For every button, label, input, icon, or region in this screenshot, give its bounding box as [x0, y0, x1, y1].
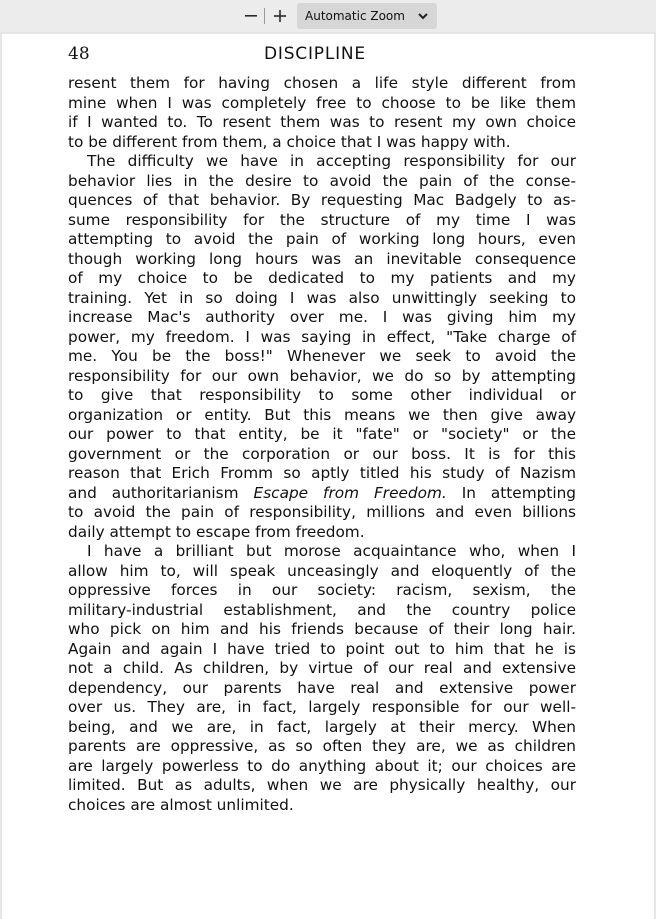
text-line: choices are almost unlimited. — [68, 795, 294, 814]
text-line: our power to that entity, be it "fate" or "society" or the — [68, 425, 576, 443]
text-line: to be different from them, a choice that I was happy with. — [68, 132, 511, 151]
text-line: sume responsibility for the structure of my time I was — [68, 210, 576, 229]
text-line: to give that responsibility to some other individual or — [68, 386, 576, 404]
zoom-out-button[interactable] — [240, 6, 262, 26]
text-line: not a child. As children, by virtue of our real and extensive — [68, 659, 576, 677]
text-line: resent them for having chosen a life style different from — [68, 74, 576, 92]
text-line: training. Yet in so doing I was also unwittingly seeking to — [68, 288, 576, 307]
text-line: parents are oppressive, as so often they are, we as children — [68, 737, 576, 755]
text-line: limited. But as adults, when we are physically healthy, our — [68, 776, 576, 794]
text-line: I have a brilliant but morose acquaintance who, when I — [87, 542, 576, 560]
paragraph-3 — [68, 542, 576, 815]
text-fragment: In attempting — [461, 483, 576, 502]
text-line-with-title — [68, 484, 576, 504]
text-line: increase Mac's authority over me. I was giving him my — [68, 308, 576, 326]
text-line: over us. They are, in fact, largely responsible for our well- — [68, 698, 576, 716]
text-fragment: and authoritarianism — [68, 483, 239, 502]
text-line: responsibility for our own behavior, we do so by attempting — [68, 366, 576, 385]
pdf-toolbar — [0, 0, 656, 32]
text-line: reason that Erich Fromm so aptly titled his study of Nazism — [68, 464, 576, 482]
text-line: dependency, our parents have real and extensive power — [68, 678, 576, 697]
chevron-down-icon — [417, 11, 429, 21]
text-line: The difficulty we have in accepting responsibility for our — [87, 152, 576, 170]
plus-icon — [273, 9, 287, 23]
text-line: power, my freedom. I was saying in effect, "Take charge of — [68, 327, 576, 346]
zoom-in-button[interactable] — [269, 6, 291, 26]
paragraph-1 — [68, 74, 576, 152]
text-line: Again and again I have tried to point out to him that he is — [68, 639, 576, 658]
text-line: to avoid the pain of responsibility, millions and even billions — [68, 503, 576, 521]
text-line: if I wanted to. To resent them was to resent my own choice — [68, 113, 576, 131]
text-line: who pick on him and his friends because of their long hair. — [68, 620, 576, 638]
toolbar-divider — [264, 8, 265, 24]
paragraph-2 — [68, 152, 576, 542]
document-page — [2, 34, 654, 919]
text-line: me. You be the boss!" Whenever we seek to avoid the — [68, 347, 576, 365]
text-line: organization or entity. But this means we then give away — [68, 405, 576, 424]
zoom-select[interactable] — [297, 3, 437, 29]
text-line: though working long hours was an inevitable consequence — [68, 249, 576, 268]
text-line: mine when I was completely free to choose to be like them — [68, 93, 576, 112]
text-line: are largely powerless to do anything about it; our choices are — [68, 756, 576, 775]
text-line: oppressive forces in our society: racism, sexism, the — [68, 581, 576, 599]
text-line: of my choice to be dedicated to my patients and my — [68, 269, 576, 287]
book-title: Escape from Freedom. — [253, 483, 447, 502]
text-line: government or the corporation or our boss. It is for this — [68, 444, 576, 463]
text-line: behavior lies in the desire to avoid the pain of the conse- — [68, 171, 576, 190]
text-line: military-industrial establishment, and the country police — [68, 600, 576, 619]
text-line: quences of that behavior. By requesting Mac Badgely to as- — [68, 191, 576, 209]
page-body — [68, 74, 576, 815]
page-number: 48 — [68, 44, 90, 64]
text-line: attempting to avoid the pain of working long hours, even — [68, 230, 576, 248]
zoom-select-value: Automatic Zoom — [305, 9, 405, 23]
text-line: daily attempt to escape from freedom. — [68, 522, 365, 541]
text-line: allow him to, will speak unceasingly and eloquently of the — [68, 561, 576, 580]
text-line: being, and we are, in fact, largely at their mercy. When — [68, 717, 576, 736]
running-head: DISCIPLINE — [264, 44, 366, 64]
minus-icon — [244, 9, 258, 23]
